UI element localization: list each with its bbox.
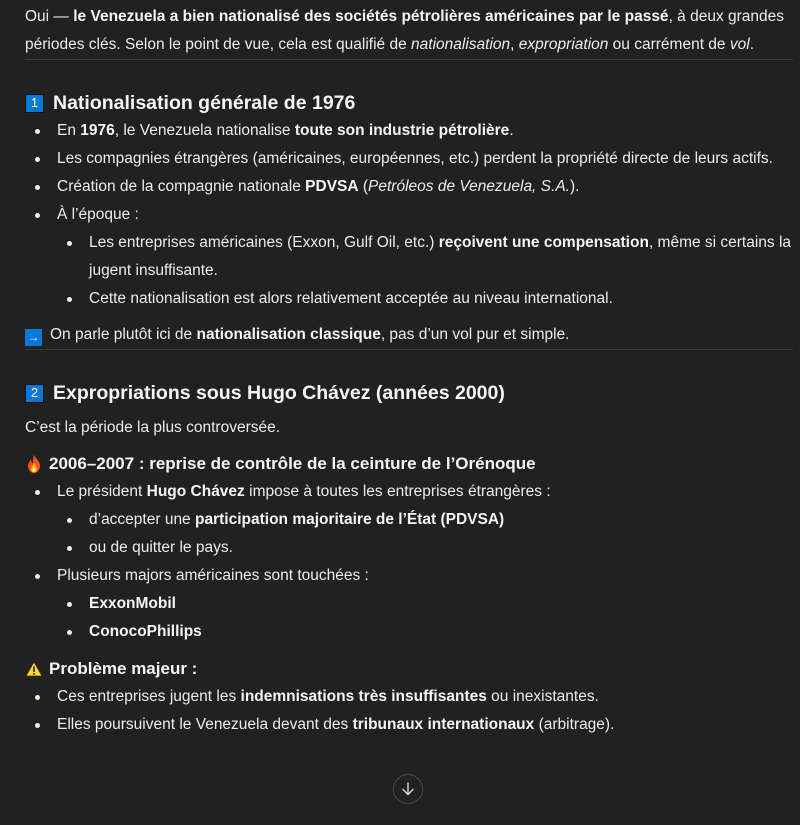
warning-icon xyxy=(25,659,43,679)
list-item: Création de la compagnie nationale PDVSA (Petróleos de Venezuela, S.A.). xyxy=(25,173,793,201)
intro-paragraph: Oui — le Venezuela a bien nationalisé des sociétés pétrolières américaines par le passé, à deux grandes périodes clés. Selon le point de vue, cela est qualifié de nationalisation, expropriation ou carrément de vol. xyxy=(25,8,785,53)
majors-sublist xyxy=(57,590,793,646)
scroll-to-bottom-button[interactable] xyxy=(393,774,423,804)
subheading-problem: Problème majeur : xyxy=(25,655,793,683)
list-item: Ces entreprises jugent les indemnisations très insuffisantes ou inexistantes. xyxy=(25,683,793,711)
keycap-1-icon: 1 xyxy=(25,94,44,113)
list-item: Les compagnies étrangères (américaines, européennes, etc.) perdent la propriété directe de leurs actifs. xyxy=(25,145,793,173)
section2-heading: 2 Expropriations sous Hugo Chávez (années 2000) xyxy=(25,379,793,407)
section2-list xyxy=(25,478,793,506)
chat-message xyxy=(25,0,793,739)
list-item: À l’époque : xyxy=(25,201,793,229)
list-item: Le président Hugo Chávez impose à toutes les entreprises étrangères : xyxy=(25,478,793,506)
section1-list xyxy=(25,117,793,229)
section1-conclusion: → On parle plutôt ici de nationalisation classique, pas d’un vol pur et simple. xyxy=(25,321,793,349)
list-item: En 1976, le Venezuela nationalise toute son industrie pétrolière. xyxy=(25,117,793,145)
keycap-2-icon: 2 xyxy=(25,384,44,403)
list-item: Elles poursuivent le Venezuela devant des tribunaux internationaux (arbitrage). xyxy=(25,711,793,739)
section2-list xyxy=(25,562,793,590)
divider xyxy=(25,59,793,60)
problems-list xyxy=(25,683,793,739)
intro-bold: le Venezuela a bien nationalisé des sociétés pétrolières américaines par le passé xyxy=(73,8,669,25)
list-item: ExxonMobil xyxy=(57,590,793,618)
section1-sublist xyxy=(57,229,793,313)
list-item: Les entreprises américaines (Exxon, Gulf Oil, etc.) reçoivent une compensation, même si certains la jugent insuffisante. xyxy=(57,229,793,285)
list-item: ConocoPhillips xyxy=(57,618,793,646)
section1-heading: 1 Nationalisation générale de 1976 xyxy=(25,89,793,117)
right-arrow-icon: → xyxy=(25,329,42,346)
divider xyxy=(25,349,793,350)
section2-sublist xyxy=(57,506,793,562)
subheading-orinoco: 2006–2007 : reprise de contrôle de la ceinture de l’Orénoque xyxy=(25,450,793,478)
list-item: d’accepter une participation majoritaire de l’État (PDVSA) xyxy=(57,506,793,534)
list-item: Plusieurs majors américaines sont touchées : xyxy=(25,562,793,590)
list-item: Cette nationalisation est alors relativement acceptée au niveau international. xyxy=(57,285,793,313)
section2-lead: C’est la période la plus controversée. xyxy=(25,419,281,436)
arrow-down-icon xyxy=(400,781,416,797)
list-item: ou de quitter le pays. xyxy=(57,534,793,562)
fire-icon xyxy=(25,454,43,474)
